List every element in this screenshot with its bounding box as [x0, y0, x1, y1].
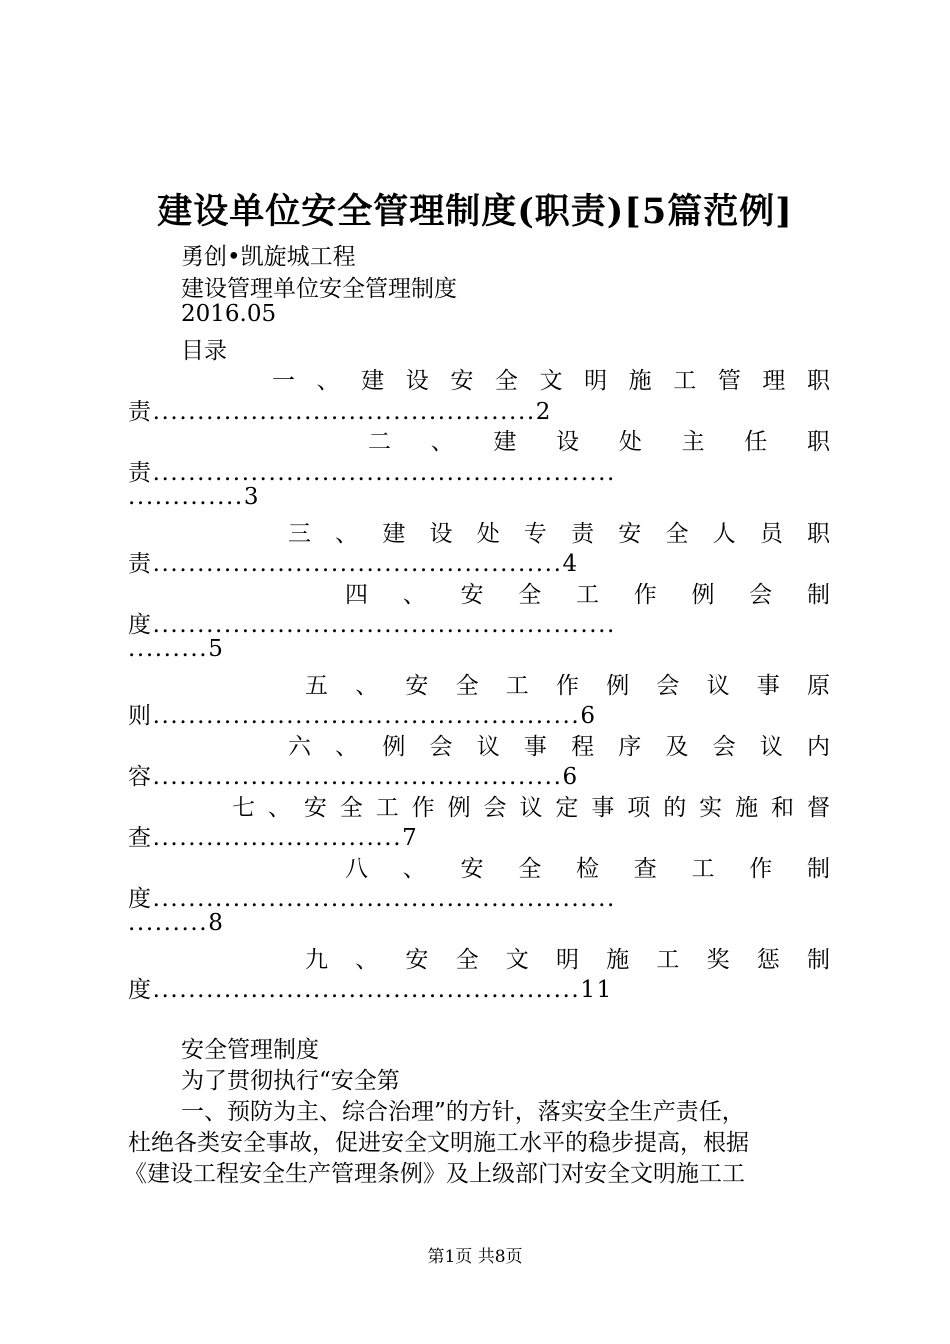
toc-item-8-page[interactable]: .........8 — [128, 910, 225, 936]
toc-item-2-leader[interactable]: 责.................................................... — [128, 460, 616, 486]
toc-item-6-heading[interactable]: 六 、 例 会 议 事 程 序 及 会 议 内 — [288, 734, 830, 760]
toc-item-8-leader[interactable]: 度.................................................... — [128, 886, 616, 912]
document-date: 2016.05 — [181, 301, 277, 327]
toc-item-3-leader[interactable]: 责..............................................4 — [128, 551, 579, 577]
toc-item-4-heading[interactable]: 四 、 安 全 工 作 例 会 制 — [345, 582, 830, 608]
project-name: 勇创•凯旋城工程 — [181, 244, 356, 270]
toc-item-7-heading[interactable]: 七 、 安 全 工 作 例 会 议 定 事 项 的 实 施 和 督 — [232, 795, 830, 821]
paragraph-line: 杜绝各类安全事故，促进安全文明施工水平的稳步提高，根据 — [128, 1130, 749, 1156]
toc-item-9-heading[interactable]: 九 、 安 全 文 明 施 工 奖 惩 制 — [305, 947, 830, 973]
paragraph-line: 《建设工程安全生产管理条例》及上级部门对安全文明施工工 — [124, 1161, 745, 1187]
document-subtitle: 建设管理单位安全管理制度 — [181, 276, 457, 302]
page-footer: 第1页 共8页 — [427, 1247, 523, 1267]
section-heading: 安全管理制度 — [181, 1037, 319, 1063]
toc-item-7-leader[interactable]: 查............................7 — [128, 825, 419, 851]
toc-item-4-page[interactable]: .........5 — [128, 636, 225, 662]
toc-item-1-leader[interactable]: 责...........................................2 — [128, 399, 553, 425]
toc-item-3-heading[interactable]: 三 、 建 设 处 专 责 安 全 人 员 职 — [288, 521, 830, 547]
toc-item-1-heading[interactable]: 一 、 建 设 安 全 文 明 施 工 管 理 职 — [272, 368, 830, 394]
toc-item-9-leader[interactable]: 度................................................11 — [128, 977, 613, 1003]
paragraph-line: 一、预防为主、综合治理”的方针，落实安全生产责任， — [181, 1099, 745, 1125]
paragraph-line: 为了贯彻执行“安全第 — [181, 1068, 400, 1094]
toc-heading: 目录 — [181, 338, 227, 364]
toc-item-2-heading[interactable]: 二 、 建 设 处 主 任 职 — [368, 429, 830, 455]
document-title: 建设单位安全管理制度(职责)[5篇范例] — [157, 191, 793, 232]
toc-item-5-heading[interactable]: 五 、 安 全 工 作 例 会 议 事 原 — [305, 673, 830, 699]
toc-item-5-leader[interactable]: 则................................................6 — [128, 703, 597, 729]
toc-item-4-leader[interactable]: 度.................................................... — [128, 612, 616, 638]
toc-item-8-heading[interactable]: 八 、 安 全 检 查 工 作 制 — [345, 856, 830, 882]
toc-item-6-leader[interactable]: 容..............................................6 — [128, 764, 579, 790]
toc-item-2-page[interactable]: .............3 — [128, 484, 261, 510]
